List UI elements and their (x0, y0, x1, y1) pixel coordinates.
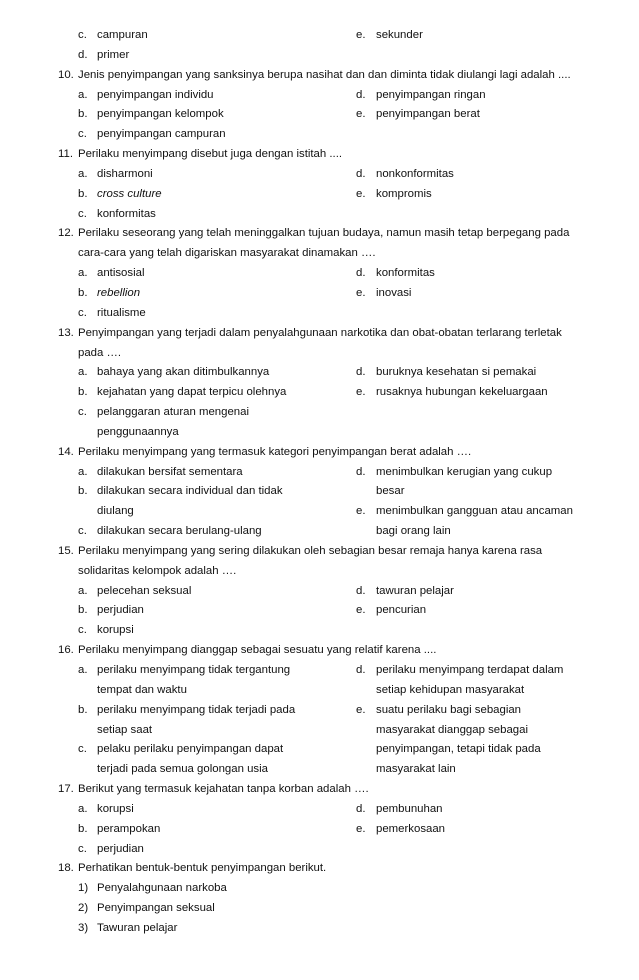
option-text: masyarakat lain (376, 763, 456, 776)
option-text: pembunuhan (376, 802, 443, 815)
option-text: menimbulkan gangguan atau ancaman (376, 505, 573, 518)
option-label: b. (78, 286, 88, 299)
option-label: b. (78, 703, 88, 716)
option-label: d. (78, 48, 88, 61)
option-row (0, 363, 639, 383)
option-row (0, 701, 639, 721)
question-line (0, 443, 639, 463)
option-text: ritualisme (97, 306, 146, 319)
option-row (0, 46, 639, 66)
question-number: 11. (58, 148, 73, 161)
option-label: a. (78, 167, 88, 180)
question-line (0, 66, 639, 86)
option-label: e. (356, 187, 366, 200)
option-label: e. (356, 286, 366, 299)
option-label: b. (78, 386, 88, 399)
option-label: d. (356, 664, 366, 676)
question-text: Jenis penyimpangan yang sanksinya berupa nasihat dan dan diminta tidak diulangi lagi adalah .... (78, 68, 571, 81)
option-row (0, 304, 639, 324)
question-continuation-line (0, 562, 639, 582)
option-text: penyimpangan berat (376, 108, 480, 121)
option-label: a. (78, 267, 88, 280)
option-row (0, 125, 639, 145)
option-label: b. (78, 822, 88, 835)
question-text: Perilaku seseorang yang telah meninggalkan tujuan budaya, namun masih tetap berpegang pada (78, 227, 570, 240)
option-text: menimbulkan kerugian yang cukup (376, 465, 553, 478)
option-label: c. (78, 207, 87, 220)
question-text: Perilaku menyimpang yang termasuk kategori penyimpangan berat adalah …. (78, 445, 472, 458)
option-text: penyimpangan kelompok (97, 108, 224, 121)
option-label: b. (78, 187, 88, 200)
option-text: cross culture (97, 187, 162, 200)
option-row (0, 740, 639, 760)
option-text: terjadi pada semua golongan usia (97, 763, 268, 776)
option-text: pelaku perilaku penyimpangan dapat (97, 743, 284, 756)
option-label: e. (356, 703, 366, 716)
option-text: perampokan (97, 822, 161, 835)
option-row (0, 383, 639, 403)
question-continuation-line (0, 244, 639, 264)
option-text: Penyimpangan seksual (97, 902, 215, 915)
option-text: antisosial (97, 267, 145, 280)
question-continuation-line (0, 344, 639, 364)
option-row (0, 165, 639, 185)
option-label: b. (78, 485, 88, 498)
option-text: rusaknya hubungan kekeluargaan (376, 386, 548, 399)
option-label: 2) (78, 902, 89, 915)
option-label: a. (78, 584, 88, 597)
option-text: inovasi (376, 286, 412, 299)
option-text: dilakukan secara berulang-ulang (97, 525, 262, 538)
option-row (0, 899, 639, 919)
question-text: cara-cara yang telah digariskan masyarakat dinamakan …. (78, 247, 376, 260)
option-row (0, 86, 639, 106)
question-number: 15. (58, 544, 74, 557)
option-row (0, 919, 639, 939)
question-line (0, 542, 639, 562)
option-label: d. (356, 584, 366, 597)
option-text: Tawuran pelajar (97, 921, 178, 934)
option-row (0, 800, 639, 820)
question-number: 18. (58, 862, 74, 875)
option-label: d. (356, 366, 366, 379)
option-row (0, 522, 639, 542)
question-line (0, 780, 639, 800)
option-label: a. (78, 664, 88, 676)
option-row (0, 661, 639, 681)
question-text: solidaritas kelompok adalah …. (78, 564, 237, 577)
question-number: 13. (58, 326, 74, 339)
option-row (0, 26, 639, 46)
question-block (0, 641, 639, 780)
option-text: perilaku menyimpang tidak tergantung (97, 664, 291, 676)
option-text: sekunder (376, 29, 423, 41)
question-line (0, 859, 639, 879)
option-label: a. (78, 802, 88, 815)
option-row (0, 820, 639, 840)
question-text: Perilaku menyimpang disebut juga dengan istitah .... (78, 148, 343, 161)
question-block (0, 443, 639, 542)
option-label: d. (356, 88, 366, 101)
option-text: masyarakat dianggap sebagai (376, 723, 528, 736)
question-block (0, 542, 639, 641)
option-label: d. (356, 167, 366, 180)
option-text: perilaku menyimpang tidak terjadi pada (97, 703, 296, 716)
option-text: buruknya kesehatan si pemakai (376, 366, 537, 379)
question-block (0, 780, 639, 859)
option-row (0, 403, 639, 423)
option-label: a. (78, 366, 88, 379)
option-text: setiap kehidupan masyarakat (376, 683, 525, 696)
option-row (0, 840, 639, 860)
question-number: 12. (58, 227, 74, 240)
option-text: besar (376, 485, 405, 498)
option-row (0, 760, 639, 780)
option-text: tawuran pelajar (376, 584, 454, 597)
option-text: perjudian (97, 842, 144, 855)
option-text: penggunaannya (97, 425, 179, 438)
option-row (0, 423, 639, 443)
option-text: diulang (97, 505, 134, 518)
option-label: e. (356, 604, 366, 617)
option-label: c. (78, 29, 87, 41)
option-text: dilakukan bersifat sementara (97, 465, 243, 478)
option-text: penyimpangan campuran (97, 128, 226, 141)
question-line (0, 224, 639, 244)
option-text: perjudian (97, 604, 144, 617)
option-text: korupsi (97, 802, 134, 815)
option-label: c. (78, 128, 87, 141)
option-row (0, 681, 639, 701)
option-label: c. (78, 525, 87, 538)
option-row (0, 582, 639, 602)
worksheet-page (0, 26, 639, 939)
option-text: setiap saat (97, 723, 153, 736)
question-block (0, 859, 639, 938)
option-text: kompromis (376, 187, 432, 200)
option-text: rebellion (97, 286, 141, 299)
option-label: e. (356, 29, 366, 41)
option-label: c. (78, 743, 87, 756)
option-text: korupsi (97, 624, 134, 637)
question-text: pada …. (78, 346, 122, 359)
option-row (0, 205, 639, 225)
question-line (0, 145, 639, 165)
option-text: dilakukan secara individual dan tidak (97, 485, 283, 498)
option-text: pelecehan seksual (97, 584, 192, 597)
option-row (0, 284, 639, 304)
option-text: bagi orang lain (376, 525, 451, 538)
question-number: 17. (58, 783, 74, 796)
option-label: b. (78, 108, 88, 121)
option-text: konformitas (376, 267, 435, 280)
question-text: Berikut yang termasuk kejahatan tanpa korban adalah …. (78, 783, 369, 796)
option-row (0, 185, 639, 205)
option-label: 3) (78, 921, 89, 934)
option-text: pelanggaran aturan mengenai (97, 406, 249, 419)
option-label: e. (356, 822, 366, 835)
option-text: kejahatan yang dapat terpicu olehnya (97, 386, 287, 399)
question-block (0, 224, 639, 323)
option-text: pencurian (376, 604, 427, 617)
option-row (0, 621, 639, 641)
option-row (0, 601, 639, 621)
option-row (0, 879, 639, 899)
option-label: 1) (78, 882, 89, 895)
question-text: Perilaku menyimpang yang sering dilakukan oleh sebagian besar remaja hanya karena rasa (78, 544, 543, 557)
question-text: Perilaku menyimpang dianggap sebagai sesuatu yang relatif karena .... (78, 644, 437, 657)
option-text: primer (97, 48, 130, 61)
option-label: c. (78, 842, 87, 855)
option-label: b. (78, 604, 88, 617)
option-label: e. (356, 108, 366, 121)
option-text: perilaku menyimpang terdapat dalam (376, 664, 564, 676)
option-label: e. (356, 386, 366, 399)
question-block (0, 324, 639, 443)
option-label: d. (356, 267, 366, 280)
option-text: konformitas (97, 207, 156, 220)
option-text: penyimpangan, tetapi tidak pada (376, 743, 541, 756)
option-text: tempat dan waktu (97, 683, 187, 696)
option-label: e. (356, 505, 366, 518)
question-block (0, 66, 639, 145)
option-text: disharmoni (97, 167, 153, 180)
option-row (0, 482, 639, 502)
option-label: d. (356, 802, 366, 815)
option-label: a. (78, 465, 88, 478)
option-label: d. (356, 465, 366, 478)
option-label: c. (78, 624, 87, 637)
question-line (0, 641, 639, 661)
question-text: Perhatikan bentuk-bentuk penyimpangan berikut. (78, 862, 327, 875)
question-number: 16. (58, 644, 74, 657)
option-text: bahaya yang akan ditimbulkannya (97, 366, 270, 379)
option-text: campuran (97, 29, 148, 41)
option-text: penyimpangan ringan (376, 88, 486, 101)
question-text: Penyimpangan yang terjadi dalam penyalahgunaan narkotika dan obat-obatan terlarang terletak (78, 326, 562, 339)
option-text: pemerkosaan (376, 822, 446, 835)
option-row (0, 105, 639, 125)
option-row (0, 502, 639, 522)
question-block (0, 145, 639, 224)
option-text: penyimpangan individu (97, 88, 214, 101)
option-label: c. (78, 406, 87, 419)
option-label: a. (78, 88, 88, 101)
option-row (0, 264, 639, 284)
option-row (0, 463, 639, 483)
option-text: Penyalahgunaan narkoba (97, 882, 227, 895)
question-line (0, 324, 639, 344)
question-block (0, 26, 639, 66)
question-number: 10. (58, 68, 74, 81)
option-text: nonkonformitas (376, 167, 454, 180)
option-label: c. (78, 306, 87, 319)
option-row (0, 721, 639, 741)
option-text: suatu perilaku bagi sebagian (376, 703, 522, 716)
question-number: 14. (58, 445, 74, 458)
